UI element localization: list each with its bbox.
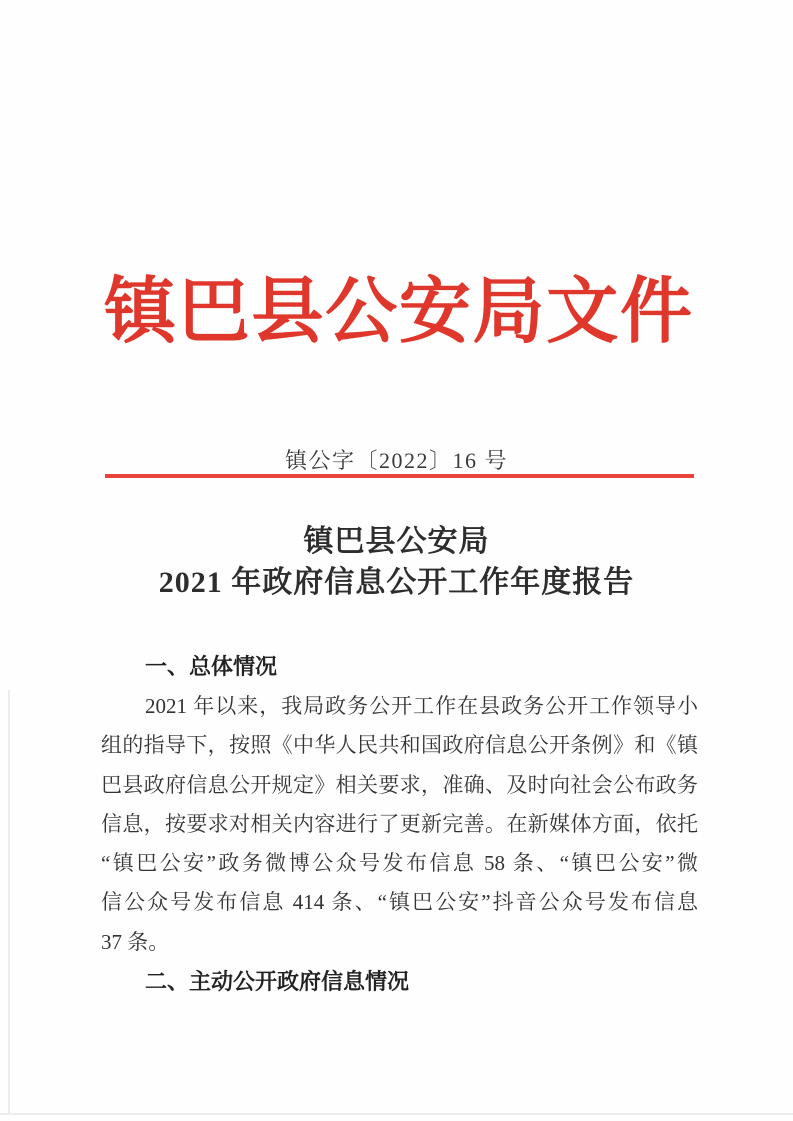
section-heading-overall-situation: 一、总体情况: [145, 654, 278, 679]
scan-edge-bottom: [0, 1113, 793, 1115]
document-body: [101, 647, 698, 1002]
paragraph-line: “镇巴公安”政务微博公众号发布信息 58 条、“镇巴公安”微: [101, 851, 698, 876]
document-number: 镇公字〔2022〕16 号: [284, 448, 508, 473]
paragraph-line: 37 条。: [101, 929, 170, 954]
paragraph-line: 组的指导下，按照《中华人民共和国政府信息公开条例》和《镇: [101, 733, 698, 758]
scan-edge-left: [8, 690, 10, 1114]
red-letterhead-title: 镇巴县公安局文件: [104, 272, 692, 352]
document-title: [0, 521, 793, 603]
document-title-line1: 镇巴县公安局: [303, 525, 490, 558]
section-heading-proactive-disclosure: 二、主动公开政府信息情况: [145, 969, 410, 995]
document-title-line2: 2021 年政府信息公开工作年度报告: [158, 566, 635, 599]
paragraph-line: 2021 年以来，我局政务公开工作在县政务公开工作领导小: [145, 694, 698, 718]
red-divider-line: [105, 474, 694, 478]
paragraph-line: 信公众号发布信息 414 条、“镇巴公安”抖音公众号发布信息: [101, 890, 698, 915]
paragraph-line: 信息，按要求对相关内容进行了更新完善。在新媒体方面，依托: [101, 811, 698, 836]
paragraph-line: 巴县政府信息公开规定》相关要求，准确、及时向社会公布政务: [101, 772, 698, 797]
